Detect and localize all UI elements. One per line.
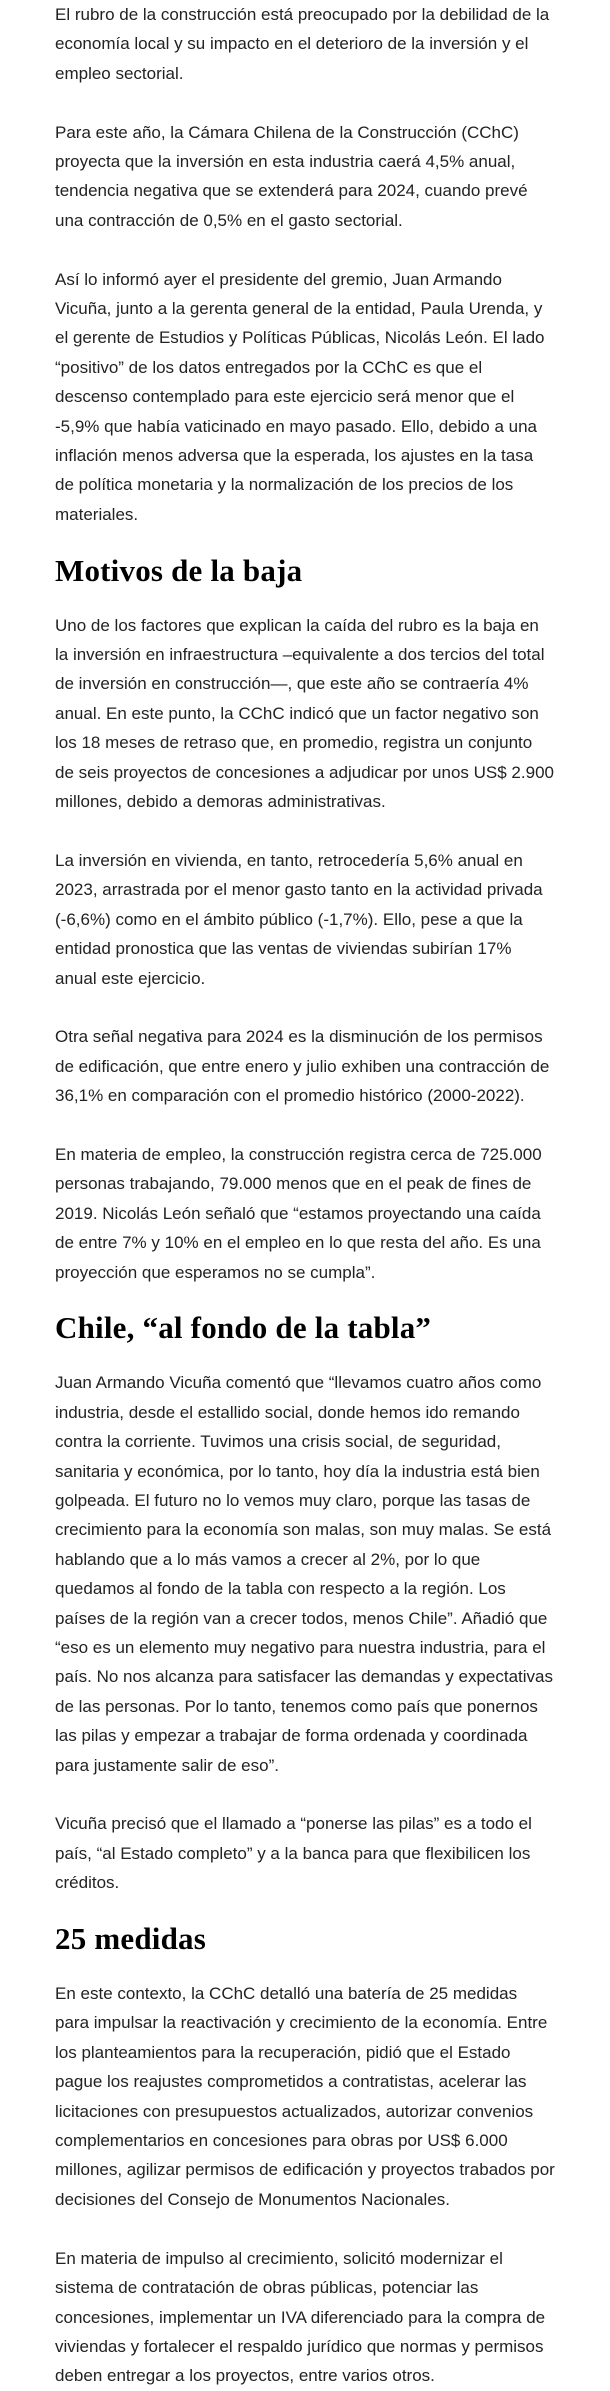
section-heading: Chile, “al fondo de la tabla” [55,1310,432,1346]
paragraph: Vicuña precisó que el llamado a “ponerse las pilas” es a todo el país, “al Estado completo” y a la banca para que flexibilicen los créditos. [55,1814,532,1893]
section-heading: 25 medidas [55,1921,206,1957]
paragraph: El rubro de la construcción está preocupado por la debilidad de la economía local y su impacto en el deterioro de la inversión y el empleo sectorial. [55,5,550,83]
paragraph: Otra señal negativa para 2024 es la disminución de los permisos de edificación, que entre enero y julio exhiben una contracción de 36,1% en comparación con el promedio histórico (2000-2022). [55,1027,550,1106]
paragraph: Juan Armando Vicuña comentó que “llevamos cuatro años como industria, desde el estallido social, donde hemos ido remando contra la corriente. Tuvimos una crisis social, de seguridad, sanitaria y económica, por lo tanto, hoy día la industria está bien golpeada. El futuro no lo vemos muy claro, porque las tasas de crecimiento para la economía son malas, son muy malas. Se está hablando que a lo más vamos a crecer al 2%, por lo que quedamos al fondo de la tabla con respecto a la región. Los países de la región van a crecer todos, menos Chile”. Añadió que “eso es un elemento muy negativo para nuestra industria, para el país. No nos alcanza para satisfacer las demandas y expectativas de las personas. Por lo tanto, tenemos como país que ponernos las pilas y empezar a trabajar de forma ordenada y coordinada para justamente salir de eso”. [55,1373,553,1775]
paragraph: En materia de empleo, la construcción registra cerca de 725.000 personas trabajando, 79.000 menos que en el peak de fines de 2019. Nicolás León señaló que “estamos proyectando una caída de entre 7% y 10% en el empleo en lo que resta del año. Es una proyección que esperamos no se cumpla”. [55,1144,542,1282]
paragraph: La inversión en vivienda, en tanto, retrocedería 5,6% anual en 2023, arrastrada por el menor gasto tanto en la actividad privada (-6,6%) como en el ámbito público (-1,7%). Ello, pese a que la entidad pronostica que las ventas de viviendas subirían 17% anual este ejercicio. [55,850,543,988]
paragraph: Así lo informó ayer el presidente del gremio, Juan Armando Vicuña, junto a la gerenta general de la entidad, Paula Urenda, y el gerente de Estudios y Políticas Públicas, Nicolás León. El lado “positivo” de los datos entregados por la CChC es que el descenso contemplado para este ejercicio será menor que el -5,9% que había vaticinado en mayo pasado. Ello, debido a una inflación menos adversa que la esperada, los ajustes en la tasa de política monetaria y la normalización de los precios de los materiales. [55,269,545,524]
paragraph: En materia de impulso al crecimiento, solicitó modernizar el sistema de contratación de obras públicas, potenciar las concesiones, implementar un IVA diferenciado para la compra de viviendas y fortalecer el respaldo jurídico que normas y permisos deben entregar a los proyectos, entre varios otros. [55,2248,546,2386]
paragraph: En este contexto, la CChC detalló una batería de 25 medidas para impulsar la reactivación y crecimiento de la economía. Entre los planteamientos para la recuperación, pidió que el Estado pague los reajustes comprometidos a contratistas, acelerar las licitaciones con presupuestos actualizados, autorizar convenios complementarios en concesiones para obras por US$ 6.000 millones, agilizar permisos de edificación y proyectos trabados por decisiones del Consejo de Monumentos Nacionales. [55,1984,555,2209]
paragraph: Uno de los factores que explican la caída del rubro es la baja en la inversión en infraestructura –equivalente a dos tercios del total de inversión en construcción—, que este año se contraería 4% anual. En este punto, la CChC indicó que un factor negativo son los 18 meses de retraso que, en promedio, registra un conjunto de seis proyectos de concesiones a adjudicar por unos US$ 2.900 millones, debido a demoras administrativas. [55,615,554,812]
paragraph: Para este año, la Cámara Chilena de la Construcción (CChC) proyecta que la inversión en esta industria caerá 4,5% anual, tendencia negativa que se extenderá para 2024, cuando prevé una contracción de 0,5% en el gasto sectorial. [55,122,528,230]
section-heading: Motivos de la baja [55,552,303,588]
